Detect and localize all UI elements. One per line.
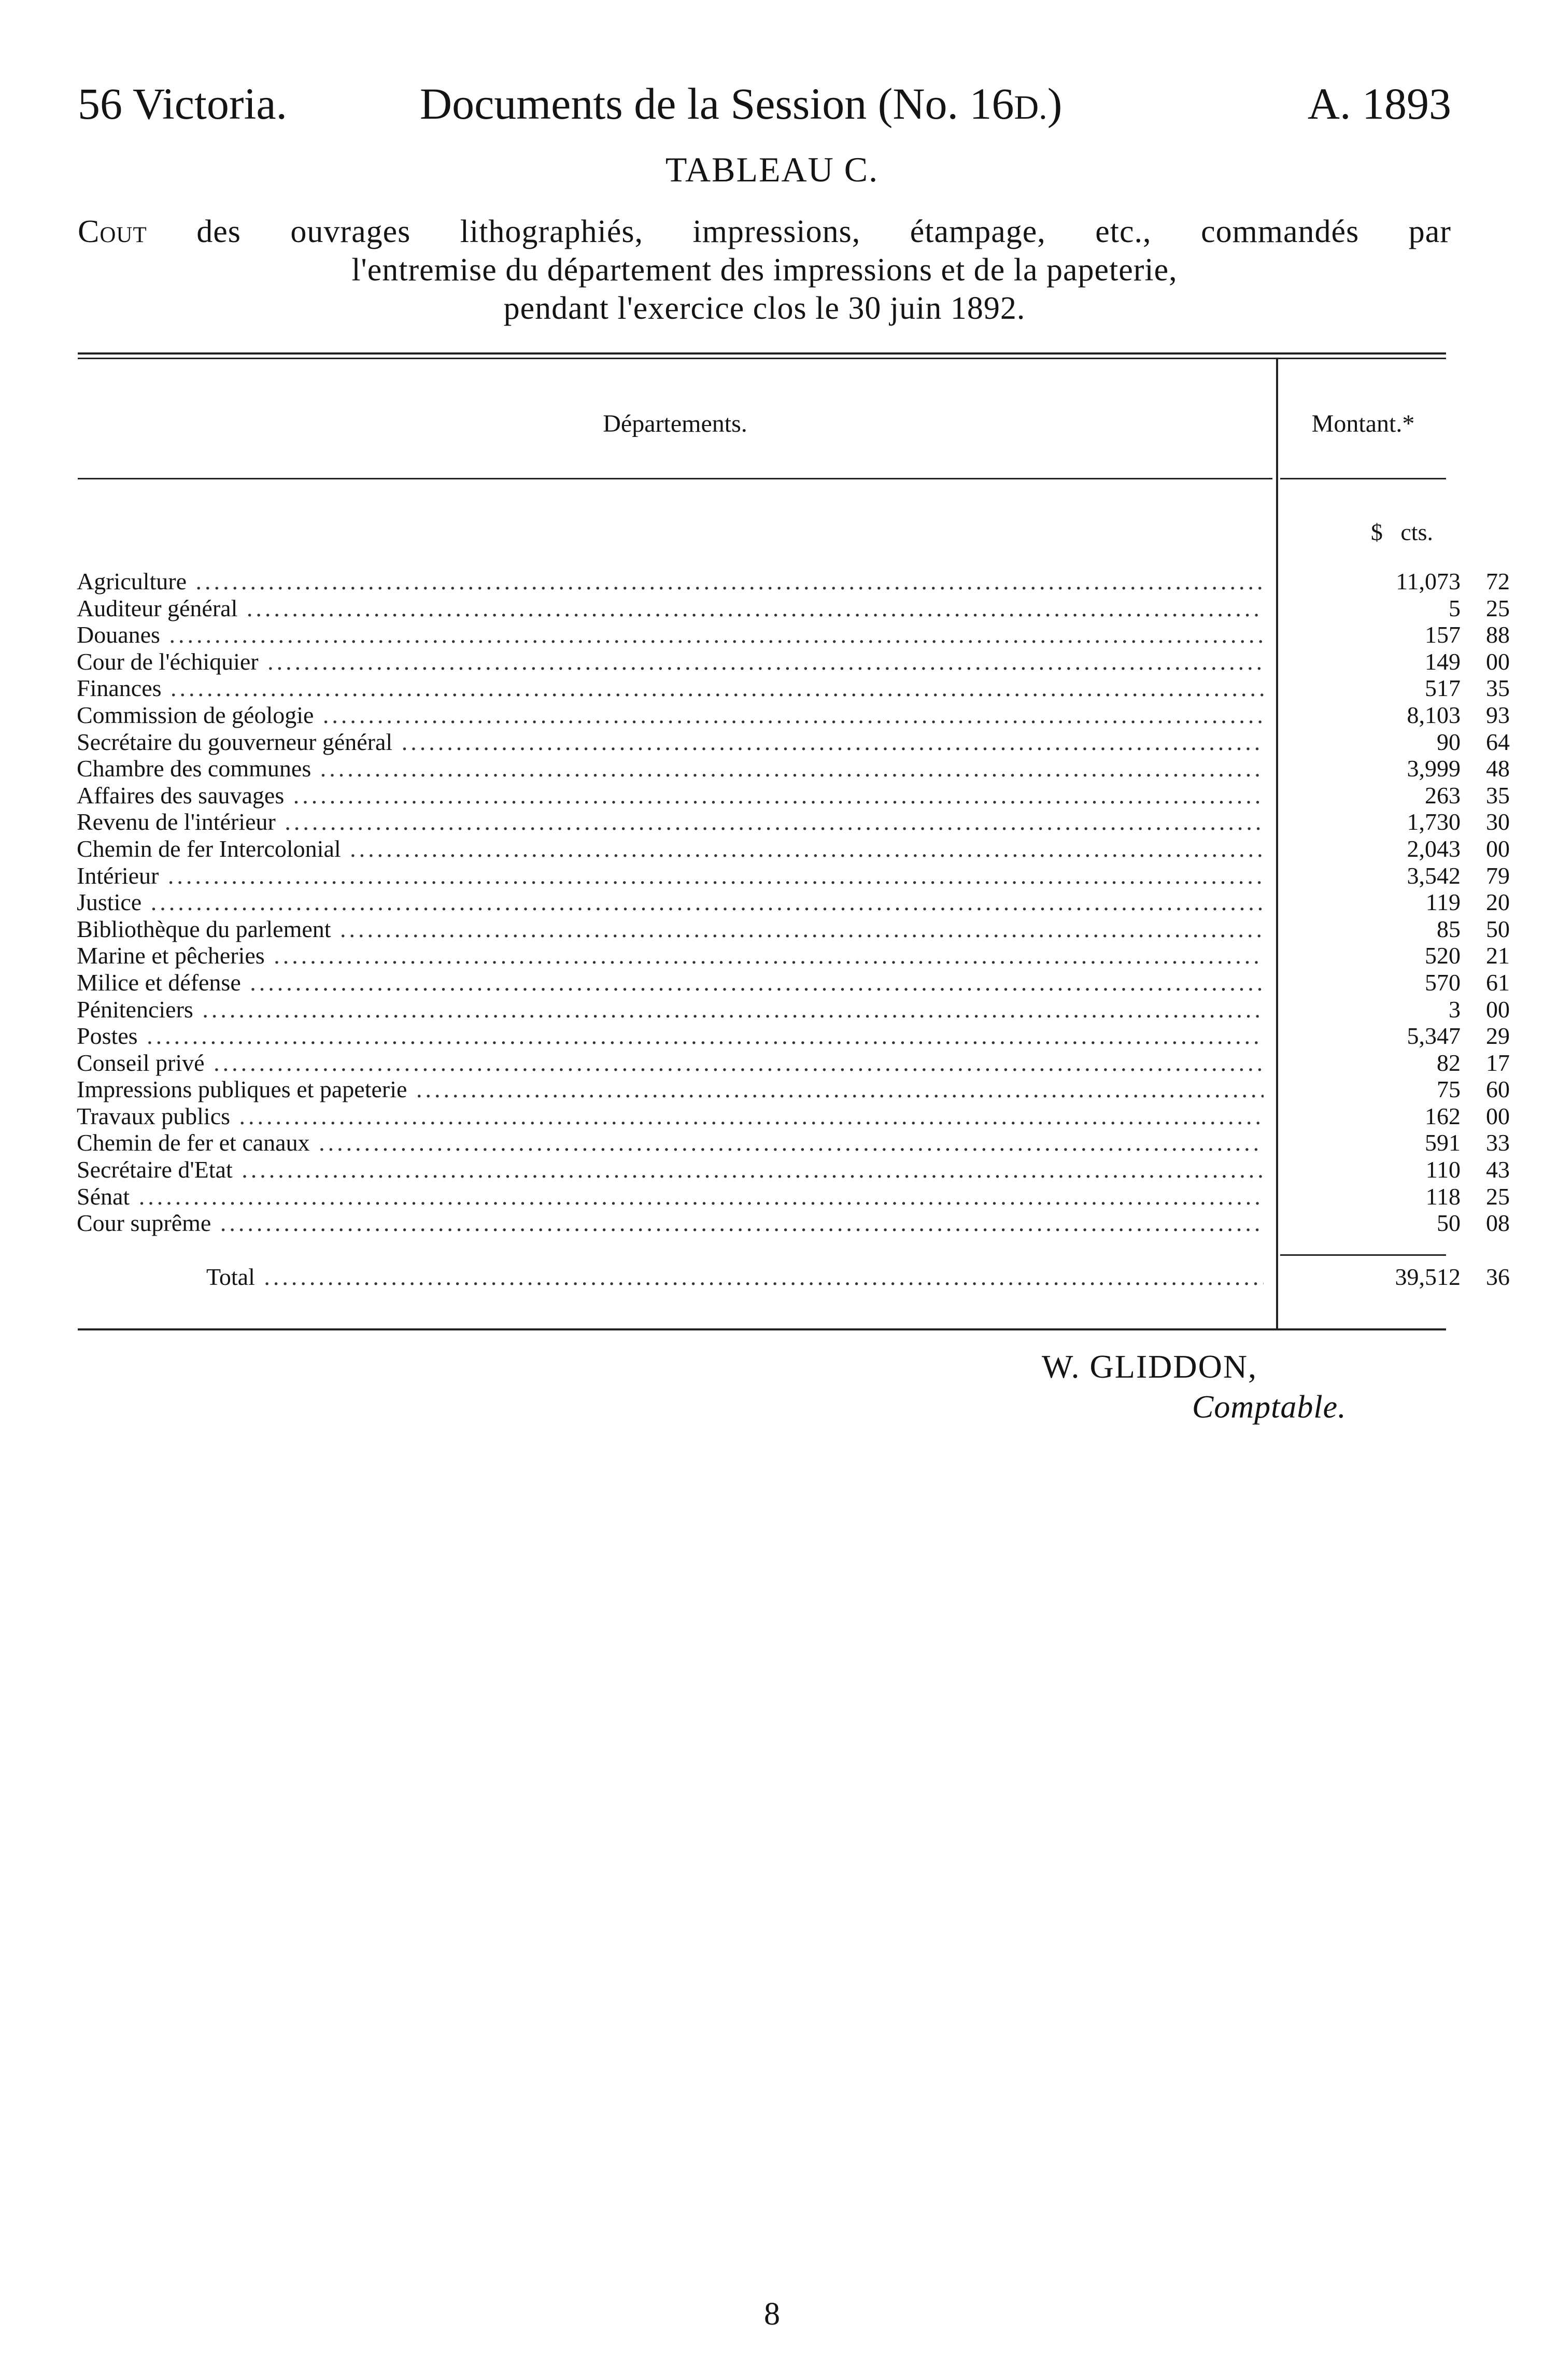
amount-dollars: 162 xyxy=(1425,1102,1461,1129)
currency-units: $ cts. xyxy=(1370,519,1433,545)
department-name: Auditeur général ..... xyxy=(77,595,1264,622)
caption-word: etc., xyxy=(1095,214,1152,249)
department-name: Sénat ..... xyxy=(77,1183,1264,1210)
amount-dollars: 2,043 xyxy=(1407,835,1461,862)
session-year: 56 Victoria. xyxy=(78,79,288,129)
total-cents: 36 xyxy=(1486,1264,1510,1290)
table-row xyxy=(77,1210,1510,1237)
amount-dollars: 3,999 xyxy=(1407,755,1461,782)
total-row xyxy=(77,1264,1510,1291)
department-name: Travaux publics ..... xyxy=(77,1103,1264,1130)
amount-cents: 00 xyxy=(1486,835,1510,862)
document-number-suffix: D. xyxy=(1014,89,1047,126)
amount-dollars: 50 xyxy=(1437,1210,1461,1237)
signatory-role: Comptable. xyxy=(1192,1390,1347,1425)
department-name: Secrétaire d'Etat ..... xyxy=(77,1156,1264,1183)
caption-word: des xyxy=(196,214,241,249)
amount-cents: 43 xyxy=(1486,1156,1510,1183)
amount-cents: 72 xyxy=(1486,568,1510,594)
department-name: Postes ..... xyxy=(77,1023,1264,1050)
caption-word: commandés xyxy=(1201,214,1359,249)
amount-cents: 17 xyxy=(1486,1049,1510,1076)
caption-word: étampage, xyxy=(910,214,1046,249)
amount-cents: 64 xyxy=(1486,728,1510,755)
amount-cents: 30 xyxy=(1486,809,1510,835)
table-row xyxy=(77,1183,1510,1210)
amount-cents: 25 xyxy=(1486,1183,1510,1210)
page-number: 8 xyxy=(764,2297,780,2332)
table-row xyxy=(77,648,1510,675)
amount-cents: 35 xyxy=(1486,675,1510,702)
table-row xyxy=(77,889,1510,916)
amount-dollars: 517 xyxy=(1425,675,1461,702)
amount-dollars: 520 xyxy=(1425,942,1461,969)
department-name: Cour suprême ..... xyxy=(77,1210,1264,1237)
department-name: Bibliothèque du parlement ..... xyxy=(77,916,1264,943)
amount-dollars: 570 xyxy=(1425,969,1461,996)
column-header-departments: Départements. xyxy=(603,410,747,437)
amount-dollars: 5 xyxy=(1449,594,1461,621)
table-row xyxy=(77,915,1510,943)
amount-dollars: 90 xyxy=(1437,728,1461,755)
amount-cents: 21 xyxy=(1486,942,1510,969)
table-row xyxy=(77,594,1510,622)
department-name: Intérieur ..... xyxy=(77,862,1264,889)
caption-line-1 xyxy=(78,212,1451,251)
amount-cents: 29 xyxy=(1486,1023,1510,1050)
column-header-amount: Montant.* xyxy=(1311,410,1415,437)
table-row xyxy=(77,1076,1510,1103)
caption-word: ouvrages xyxy=(290,214,411,249)
amount-dollars: 85 xyxy=(1437,915,1461,942)
amount-cents: 00 xyxy=(1486,648,1510,675)
department-name: Finances ..... xyxy=(77,675,1264,702)
department-name: Affaires des sauvages ..... xyxy=(77,782,1264,809)
table-row xyxy=(77,568,1510,595)
table-bottom-rule xyxy=(78,1328,1446,1330)
table-row xyxy=(77,782,1510,809)
amount-cents: 50 xyxy=(1486,915,1510,942)
department-name: Chemin de fer et canaux ..... xyxy=(77,1129,1264,1156)
table-row xyxy=(77,701,1510,729)
department-name: Cour de l'échiquier ..... xyxy=(77,648,1264,675)
table-row xyxy=(77,728,1510,756)
amount-cents: 35 xyxy=(1486,782,1510,809)
caption-line-2: l'entremise du département des impressions et de la papeterie, xyxy=(351,252,1178,288)
amount-cents: 08 xyxy=(1486,1210,1510,1237)
running-header xyxy=(78,78,1451,130)
publication-year: A. 1893 xyxy=(1307,79,1451,129)
department-name: Justice ..... xyxy=(77,889,1264,916)
amount-cents: 25 xyxy=(1486,594,1510,621)
table-row xyxy=(77,621,1510,648)
department-name: Marine et pêcheries ..... xyxy=(77,942,1264,969)
header-underline-right xyxy=(1280,478,1446,479)
amount-dollars: 118 xyxy=(1425,1183,1461,1210)
total-rule xyxy=(1280,1254,1446,1256)
amount-dollars: 157 xyxy=(1425,621,1461,648)
table-title: TABLEAU C. xyxy=(665,150,879,189)
amount-cents: 88 xyxy=(1486,621,1510,648)
table-row xyxy=(77,1049,1510,1076)
department-name: Douanes ..... xyxy=(77,621,1264,648)
amount-cents: 00 xyxy=(1486,1102,1510,1129)
table-row xyxy=(77,1102,1510,1130)
amount-dollars: 82 xyxy=(1437,1049,1461,1076)
department-name: Milice et défense ..... xyxy=(77,969,1264,996)
amount-cents: 33 xyxy=(1486,1129,1510,1156)
table-row xyxy=(77,809,1510,835)
table-row xyxy=(77,1023,1510,1050)
department-name: Chemin de fer Intercolonial ..... xyxy=(77,835,1264,862)
amount-dollars: 263 xyxy=(1425,782,1461,809)
table-row xyxy=(77,996,1510,1023)
department-name: Chambre des communes ..... xyxy=(77,755,1264,782)
amount-dollars: 591 xyxy=(1425,1129,1461,1156)
amount-cents: 60 xyxy=(1486,1076,1510,1103)
amount-dollars: 3 xyxy=(1449,996,1461,1023)
table-row xyxy=(77,1156,1510,1183)
signatory-name: W. GLIDDON, xyxy=(1042,1348,1258,1385)
table-top-rule-1 xyxy=(78,352,1446,355)
amount-dollars: 119 xyxy=(1425,889,1461,916)
table-caption xyxy=(78,212,1451,328)
amount-cents: 93 xyxy=(1486,701,1510,728)
department-name: Secrétaire du gouverneur général ..... xyxy=(77,729,1264,756)
total-label: Total ..... xyxy=(77,1264,1264,1291)
department-name: Revenu de l'intérieur ..... xyxy=(77,809,1264,835)
amount-cents: 79 xyxy=(1486,862,1510,889)
table-row xyxy=(77,862,1510,889)
department-name: Impressions publiques et papeterie ..... xyxy=(77,1076,1264,1103)
table-row xyxy=(77,969,1510,996)
table-row xyxy=(77,675,1510,702)
document-title xyxy=(420,78,1062,134)
total-dollars: 39,512 xyxy=(1395,1264,1461,1290)
amount-dollars: 11,073 xyxy=(1396,568,1461,594)
amount-dollars: 3,542 xyxy=(1407,862,1461,889)
document-title-main: Documents de la Session (No. 16 xyxy=(420,79,1014,129)
table-row xyxy=(77,835,1510,862)
header-underline-left xyxy=(78,478,1272,479)
amount-dollars: 5,347 xyxy=(1407,1023,1461,1050)
department-name: Commission de géologie ..... xyxy=(77,702,1264,729)
caption-first-word: Cout xyxy=(78,214,147,249)
document-title-close: ) xyxy=(1047,79,1063,129)
department-name: Conseil privé ..... xyxy=(77,1050,1264,1076)
caption-line-3: pendant l'exercice clos le 30 juin 1892. xyxy=(503,291,1026,326)
department-name: Pénitenciers ..... xyxy=(77,996,1264,1023)
amount-cents: 48 xyxy=(1486,755,1510,782)
amount-dollars: 1,730 xyxy=(1407,809,1461,835)
amount-dollars: 8,103 xyxy=(1407,701,1461,728)
caption-word: impressions, xyxy=(692,214,861,249)
department-rows xyxy=(77,568,1510,1237)
table-row xyxy=(77,755,1510,782)
amount-cents: 61 xyxy=(1486,969,1510,996)
caption-word: lithographiés, xyxy=(460,214,643,249)
department-name: Agriculture ..... xyxy=(77,568,1264,595)
table-top-rule-2 xyxy=(78,358,1446,359)
table-row xyxy=(77,1129,1510,1156)
amount-cents: 20 xyxy=(1486,889,1510,916)
caption-word: par xyxy=(1408,214,1451,249)
table-row xyxy=(77,942,1510,969)
amount-dollars: 110 xyxy=(1425,1156,1461,1183)
amount-dollars: 75 xyxy=(1437,1076,1461,1103)
amount-dollars: 149 xyxy=(1425,648,1461,675)
amount-cents: 00 xyxy=(1486,996,1510,1023)
